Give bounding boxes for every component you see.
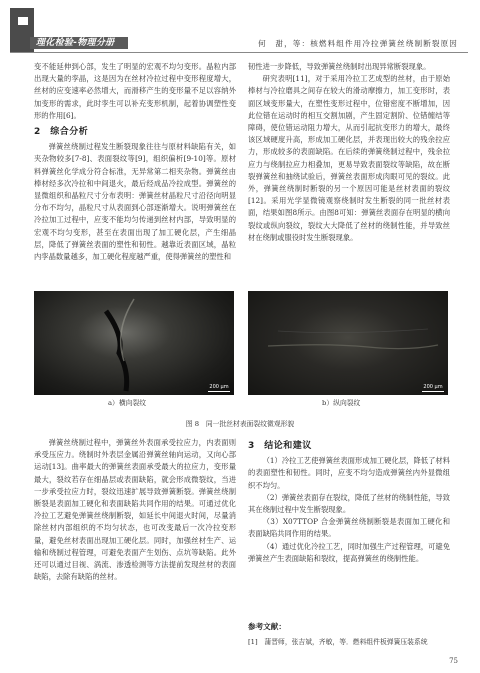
- right-column-bottom: [248, 436, 450, 565]
- page-header: [0, 0, 480, 52]
- subfigure-label-a: a）横向裂纹: [108, 399, 147, 407]
- page-number: 75: [449, 657, 458, 665]
- scale-bar: 200 μm: [208, 384, 230, 393]
- left-column-bottom: [34, 437, 236, 583]
- paragraph: 韧性进一步降低，导致弹簧丝绕制时出现异常断裂现象。: [248, 62, 431, 71]
- paragraph: 弹簧丝绕制过程发生断裂现象往往与原材料缺陷有关，如夹杂物较多[7-8]、表面裂纹等[9]，组织偏析[9-10]等。原材料弹簧丝化学成分符合标准，无异常第二相夹杂物。弹簧丝由棒材经多次冷拉和中间退火，最后经成品冷拉成型。弹簧丝的显微组织和晶粒尺寸分布表明：弹簧丝材晶粒尺寸沿径向明显分布不均匀，晶粒尺寸从表面到心部逐渐增大。说明弹簧丝在冷拉加工过程中，应变不能均匀传递到丝材内部，导致明显的宏观不均匀变形，甚至在表面出现了加工硬化层，产生细晶层，降低了弹簧丝表面的塑性和韧性。越靠近表面区域，晶粒内孪晶数量越多，加工硬化程度越严重，使得弹簧丝的塑性和: [34, 142, 236, 262]
- right-column-top: [248, 61, 450, 244]
- subfigure-label-b: b）纵向裂纹: [322, 399, 361, 407]
- conclusion-item: （4）通过优化冷拉工艺，同时加强生产过程管理，可避免弹簧丝产生表面缺陷和裂纹，提高弹簧丝的绕制性能。: [248, 541, 450, 563]
- micrograph-longitudinal-crack: [248, 291, 448, 395]
- paragraph: 变不能延伸到心部，发生了明显的宏观不均匀变形。晶粒内部出现大量的孪晶，这是因为在丝材冷拉过程中变形程度增大，丝材的应变速率必然增大，而滑移产生的变形量不足以容纳外加变形的需求，此时孪生可以补充变形机制，起着协调塑性变形的作用[6]。: [34, 62, 236, 120]
- conclusion-item: （2）弹簧丝表面存在裂纹，降低了丝材的绕制性能，导致其在绕制过程中发生断裂现象。: [248, 492, 450, 515]
- left-column-top: [34, 61, 236, 263]
- paragraph: 研究表明[11]，对于采用冷拉工艺成型的丝材，由于原始棒材与冷拉磨具之间存在较大的滑动摩擦力，加工变形时，表面区域变形量大，在塑性变形过程中，位错密度不断增加，因此位错在运动时的相互交割加剧，产生固定割阶、位错缠结等障碍，使位错运动阻力增大，从而引起抗变形力的增大，最终该区域硬度升高，形成加工硬化层，并表现出较大的残余拉应力，形成较多的表面缺陷。在后续的弹簧绕制过程中，残余拉应力与绕制拉应力相叠加，更易导致表面裂纹等缺陷，故在断裂弹簧丝和抽绕试验后，弹簧丝表面形成肉眼可见的裂纹。此外，弹簧丝绕制时断裂的另一个原因可能是丝材表面的裂纹[12]。采用光学显微镜观察绕制时发生断裂的同一批丝材表面，结果如图8所示。由图8可知：弹簧丝表面存在明显的横向裂纹或纵向裂纹，裂纹大大降低了丝材的绕制性能，并导致丝材在绕制或服役时发生断裂现象。: [248, 74, 450, 242]
- section-heading-2: 2 综合分析: [34, 127, 89, 138]
- reference-item: [1] 蒲晋师，张吉斌，齐敏，等．燃料组件板弹簧压装系统: [248, 638, 428, 646]
- section-heading-3: 3 结论和建议: [248, 441, 312, 451]
- micrograph-transverse-crack: [34, 291, 234, 395]
- conclusion-item: （1）冷拉工艺使弹簧丝表面形成加工硬化层，降低了材料的表面塑性和韧性。同时，应变不均匀造成弹簧丝内外显微组织不均匀。: [248, 456, 450, 490]
- scale-bar: 200 μm: [422, 384, 444, 393]
- figure-caption: 图 8 同一批丝材表面裂纹微观形貌: [185, 420, 295, 428]
- references-title: 参考文献：: [248, 622, 286, 631]
- header-rule: [10, 52, 468, 53]
- figure-8: [34, 291, 448, 409]
- journal-title: 理化检验-物理分册: [36, 38, 115, 48]
- conclusion-item: （3）X07TTOP 合金弹簧丝绕制断裂是表面加工硬化和表面缺陷共同作用的结果。: [248, 517, 450, 539]
- crack-shape-b: [248, 291, 448, 395]
- paragraph: 弹簧丝绕制过程中，弹簧丝外表面承受拉应力，内表面则承受压应力。绕制时外表层金属沿弹簧丝轴向运动，又向心部运动[13]。曲率最大的弹簧丝表面承受最大的拉应力，变形量最大，裂纹若存在细晶层或表面缺陷，就会形成微裂纹，当进一步承受拉应力时，裂纹迅速扩展导致弹簧断裂。弹簧丝绕制断裂是表面加工硬化和表面缺陷共同作用的结果。可通过优化冷拉工艺避免弹簧丝绕制断裂，如延长中间退火时间，尽量消除丝材内部组织的不均匀状态，也可改变最后一次冷拉变形量，避免丝材表面出现加工硬化层。同时，加强丝材生产、运输和绕制过程管理，可避免表面产生划伤、点坑等缺陷。此外还可以通过目视、涡流、渗透检测等方法提前发现丝材的表面缺陷，去除有缺陷的丝材。: [34, 438, 236, 582]
- crack-shape-a: [34, 291, 234, 395]
- running-head: 何 甜，等：核燃料组件用冷拉弹簧丝绕制断裂原因: [258, 39, 458, 48]
